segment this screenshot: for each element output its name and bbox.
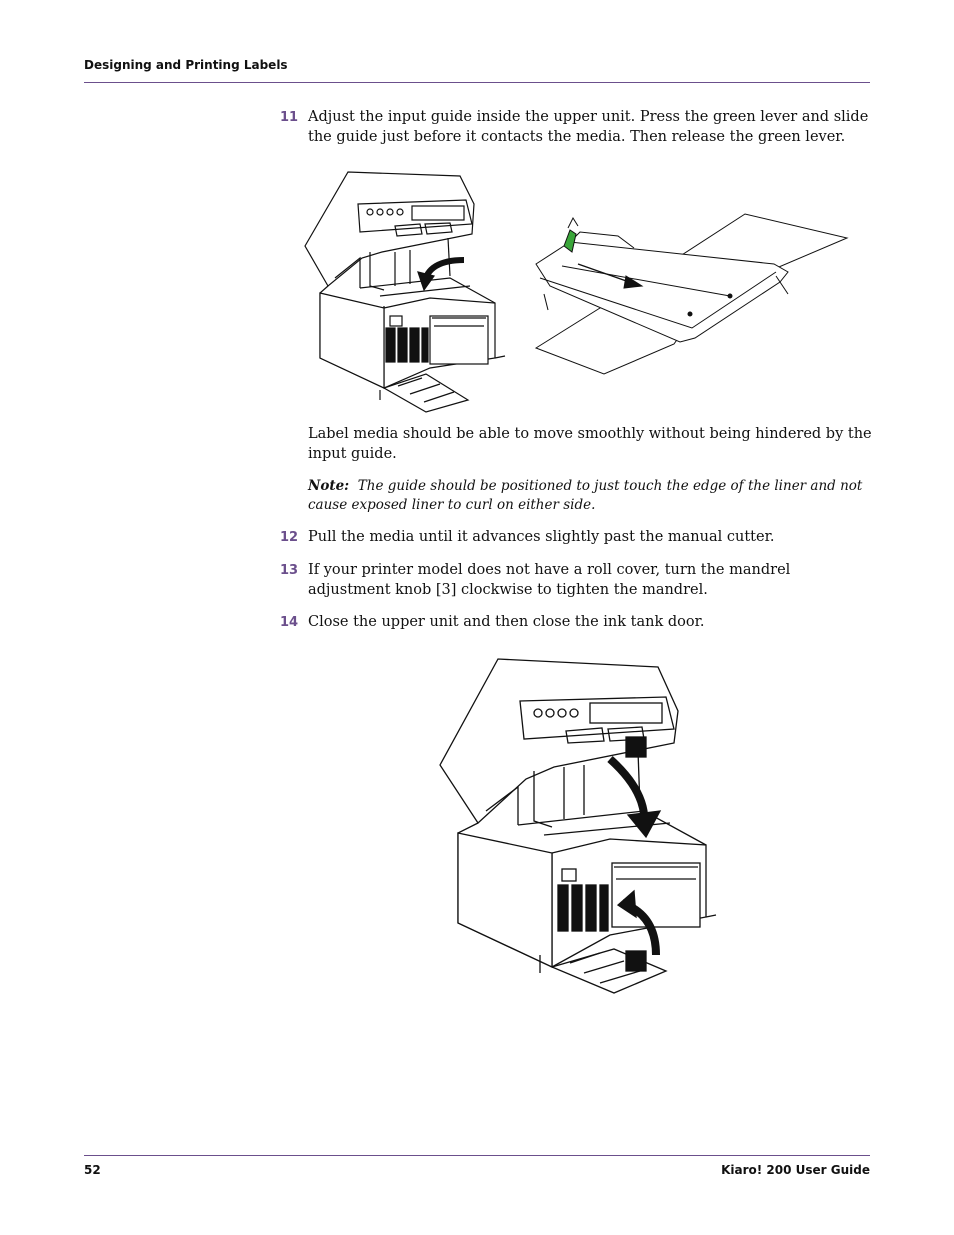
footer-doc-title: Kiaro! 200 User Guide	[721, 1163, 870, 1177]
printer-open-illustration	[305, 172, 505, 412]
note-text: The guide should be positioned to just touch the edge of the liner and not cause exposed liner to curl on either side.	[308, 478, 863, 513]
step-number: 14	[280, 615, 299, 630]
figure-input-guide	[300, 168, 860, 413]
step-text: If your printer model does not have a roll cover, turn the mandrel adjustment knob [3] clockwise to tighten the mandrel.	[308, 562, 791, 598]
step-text: Close the upper unit and then close the ink tank door.	[308, 614, 705, 630]
note-label: Note:	[308, 478, 350, 494]
step-text: Pull the media until it advances slightly past the manual cutter.	[308, 529, 775, 545]
note-block	[308, 477, 874, 515]
header-rule	[84, 82, 870, 83]
input-guide-detail-illustration	[536, 214, 847, 374]
media-paragraph: Label media should be able to move smoothly without being hindered by the input guide.	[308, 426, 872, 462]
step-number: 13	[280, 563, 299, 578]
printer-closing-illustration	[440, 659, 716, 993]
step-number: 12	[280, 530, 299, 545]
step-number: 11	[280, 110, 299, 125]
step-text: Adjust the input guide inside the upper unit. Press the green lever and slide the guide just before it contacts the media. Then release the green lever.	[308, 109, 869, 145]
figure-close-unit	[434, 655, 724, 1000]
running-header: Designing and Printing Labels	[84, 58, 288, 72]
footer-rule	[84, 1155, 870, 1156]
page-number: 52	[84, 1163, 101, 1177]
